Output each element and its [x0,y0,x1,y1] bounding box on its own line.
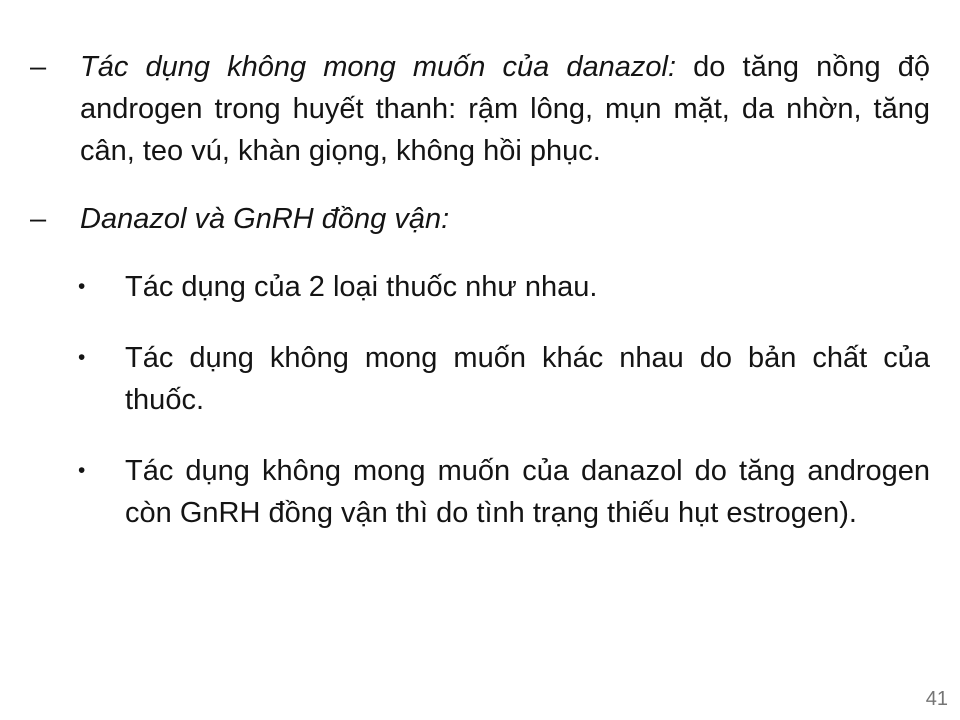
dash-bullet-marker: – [30,51,47,83]
sub-bullet-text-androgen-estrogen: Tác dụng không mong muốn của danazol do tăng androgen còn GnRH đồng vận thì do tình trạng thiếu hụt estrogen). [125,455,930,529]
bullet-lead-italic: Danazol và GnRH đồng vận: [80,203,450,235]
sub-bullet-item-androgen-estrogen [78,450,930,534]
bullet-text-danazol-side-effects [80,46,930,172]
bullet-rest-regular: do tăng nồng độ androgen trong huyết thanh: rậm lông, mụn mặt, da nhờn, tăng cân, teo vú, khàn giọng, không hồi phục. [80,51,930,167]
dot-bullet-marker: • [78,459,86,482]
sub-bullet-text-different-adverse: Tác dụng không mong muốn khác nhau do bản chất của thuốc. [125,342,930,416]
dot-bullet-marker: • [78,275,86,298]
bullet-item-danazol-side-effects [30,46,930,172]
bullet-lead-italic: Tác dụng không mong muốn của danazol: [80,51,677,83]
bullet-item-danazol-gnrh [30,198,930,240]
sub-bullet-item-different-adverse [78,337,930,421]
sub-bullet-item-same-effect [78,266,930,308]
sub-bullet-text-same-effect: Tác dụng của 2 loại thuốc như nhau. [125,271,598,303]
page-number: 41 [925,688,948,710]
dash-bullet-marker: – [30,203,47,235]
dot-bullet-marker: • [78,346,86,369]
bullet-text-danazol-gnrh [80,198,930,240]
